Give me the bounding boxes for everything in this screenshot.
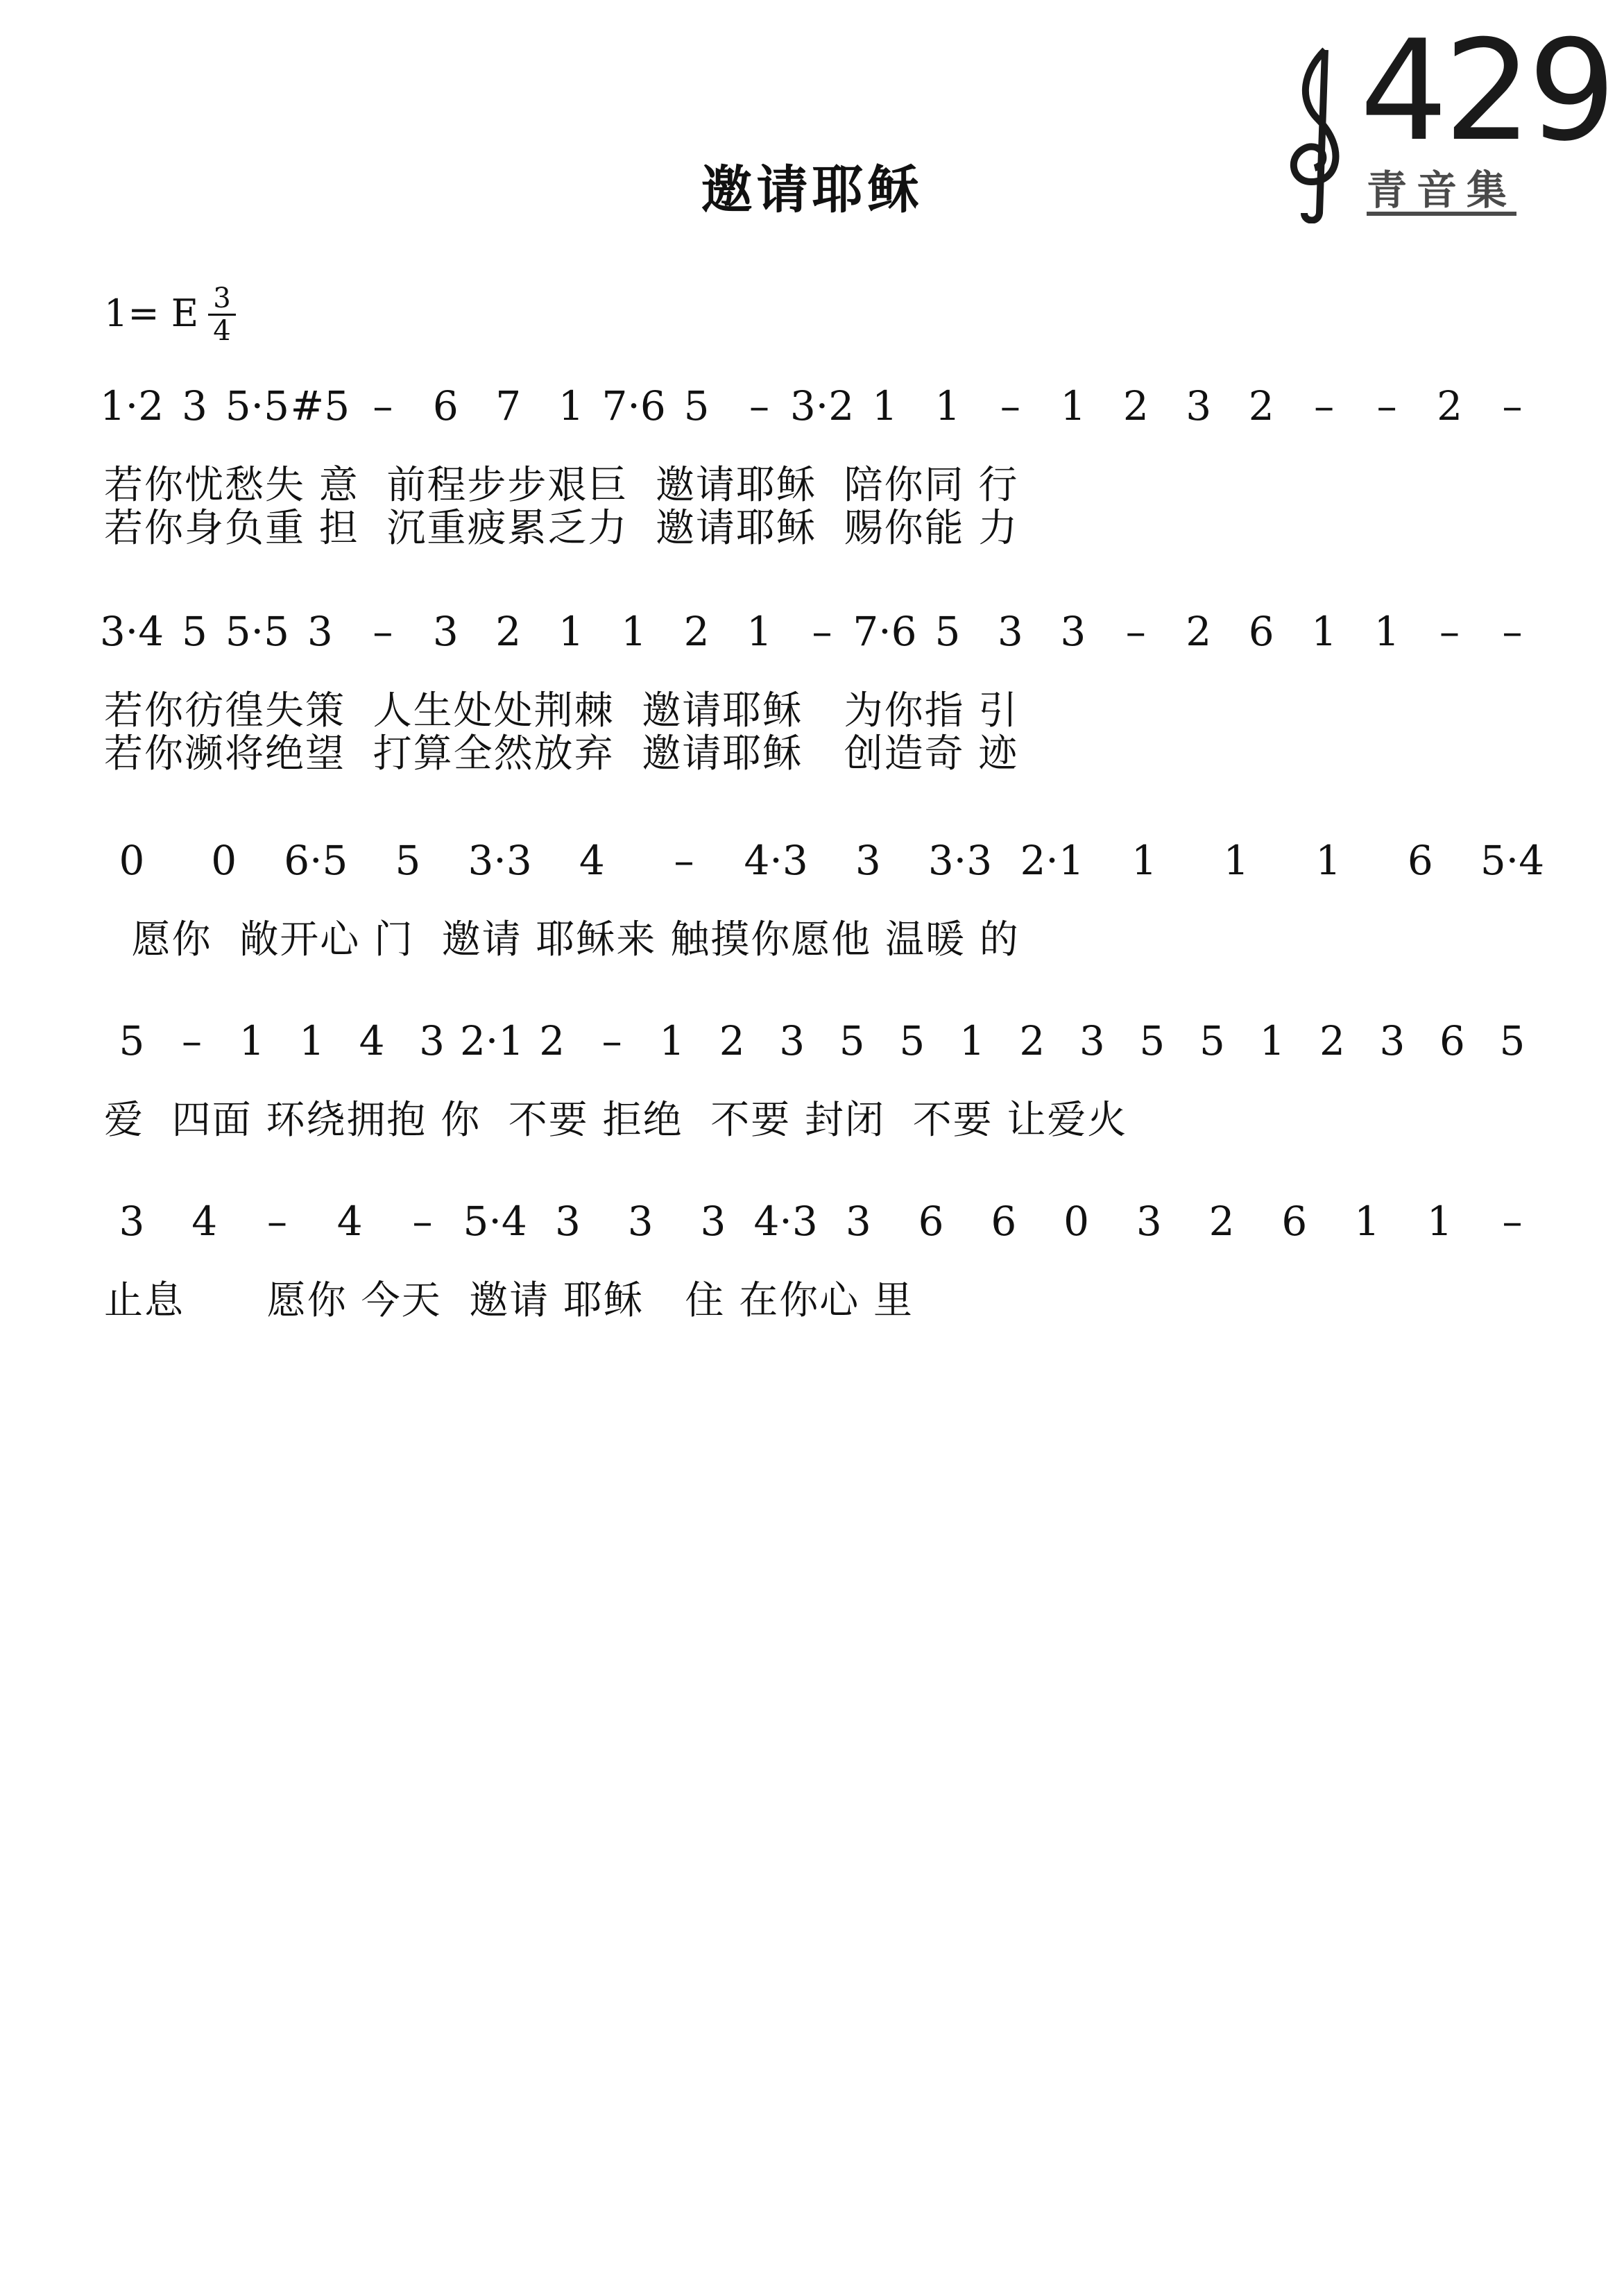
note: 5 bbox=[182, 608, 207, 655]
note: 3·3 bbox=[468, 837, 532, 884]
note: 3 bbox=[700, 1198, 726, 1245]
note: – bbox=[812, 608, 832, 655]
note: 1 bbox=[959, 1017, 985, 1064]
note: 4·3 bbox=[744, 837, 808, 884]
note: 6 bbox=[1281, 1198, 1308, 1245]
note: 6 bbox=[1248, 608, 1274, 655]
note: 2 bbox=[1248, 382, 1274, 430]
notation-line bbox=[0, 378, 1624, 441]
note: 1 bbox=[558, 608, 584, 655]
note: 1 bbox=[1259, 1017, 1285, 1064]
lyric-line: 止息 愿你 今天 邀请 耶稣 住 在你心 里 bbox=[104, 1278, 914, 1323]
note: 3 bbox=[845, 1198, 871, 1245]
lyric-line: 若你忧愁失 意 前程步步艰巨 邀请耶稣 陪你同 行 bbox=[104, 463, 1019, 508]
notation-line bbox=[0, 833, 1624, 895]
note: 1 bbox=[746, 608, 772, 655]
note: 3 bbox=[182, 382, 207, 430]
note: 1 bbox=[1131, 837, 1157, 884]
note: 1 bbox=[1311, 608, 1337, 655]
note: 3 bbox=[1079, 1017, 1105, 1064]
note: 0 bbox=[1063, 1198, 1090, 1245]
lyric-line: 爱 四面 环绕拥抱 你 不要 拒绝 不要 封闭 不要 让爱火 bbox=[104, 1098, 1128, 1143]
note: 3 bbox=[1136, 1198, 1162, 1245]
note: 4·3 bbox=[753, 1198, 818, 1245]
note: 3 bbox=[855, 837, 881, 884]
note: 3 bbox=[432, 608, 459, 655]
note: 3 bbox=[307, 608, 333, 655]
note: 0 bbox=[211, 837, 237, 884]
notation-line bbox=[0, 1013, 1624, 1076]
note: 3 bbox=[119, 1198, 145, 1245]
note: 2 bbox=[539, 1017, 565, 1064]
note: 6 bbox=[432, 382, 459, 430]
note: 5 bbox=[1199, 1017, 1225, 1064]
note: 6·5 bbox=[284, 837, 348, 884]
note: 3 bbox=[1379, 1017, 1405, 1064]
note: 6 bbox=[1407, 837, 1433, 884]
lyric-line: 愿你 敞开心 门 邀请 耶稣来 触摸你愿他 温暖 的 bbox=[104, 917, 1020, 962]
note: 7 bbox=[495, 382, 522, 430]
note: 2 bbox=[1208, 1198, 1235, 1245]
note: 1 bbox=[1354, 1198, 1380, 1245]
note: – bbox=[182, 1017, 203, 1064]
note: 1 bbox=[239, 1017, 265, 1064]
note: 7·6 bbox=[601, 382, 666, 430]
logo-subtitle: 青音集 bbox=[1367, 169, 1516, 216]
note: 2 bbox=[1019, 1017, 1045, 1064]
note: 1 bbox=[1060, 382, 1086, 430]
note: – bbox=[1502, 1198, 1523, 1245]
note: 5·4 bbox=[1480, 837, 1545, 884]
key-signature: 1= E bbox=[104, 291, 199, 335]
note: 5 bbox=[1499, 1017, 1525, 1064]
note: 0 bbox=[119, 837, 145, 884]
note: 1 bbox=[621, 608, 647, 655]
note: 4 bbox=[579, 837, 605, 884]
note: 3 bbox=[419, 1017, 445, 1064]
note: 1 bbox=[558, 382, 584, 430]
note: 1 bbox=[1374, 608, 1400, 655]
note: 5·4 bbox=[463, 1198, 527, 1245]
song-title: 邀请耶稣 bbox=[701, 160, 923, 220]
note: 6 bbox=[1439, 1017, 1465, 1064]
note: – bbox=[373, 608, 393, 655]
note: – bbox=[1125, 608, 1146, 655]
note: 2·1 bbox=[460, 1017, 524, 1064]
logo-number: 429 bbox=[1360, 10, 1612, 172]
time-signature bbox=[208, 283, 236, 346]
note: 6 bbox=[991, 1198, 1017, 1245]
note: 3·4 bbox=[99, 608, 164, 655]
note: 3 bbox=[779, 1017, 805, 1064]
note: #5 bbox=[290, 382, 350, 430]
note: – bbox=[749, 382, 770, 430]
note: – bbox=[1376, 382, 1397, 430]
note: 2 bbox=[683, 608, 710, 655]
note: 2 bbox=[719, 1017, 745, 1064]
note: 4 bbox=[359, 1017, 385, 1064]
lyric-line: 若你彷徨失策 人生处处荆棘 邀请耶稣 为你指 引 bbox=[104, 688, 1019, 733]
note: 3·2 bbox=[789, 382, 855, 430]
note: – bbox=[1502, 382, 1523, 430]
note: 2 bbox=[1437, 382, 1462, 430]
note: 2 bbox=[1122, 382, 1149, 430]
note: 3·3 bbox=[928, 837, 993, 884]
note: 5 bbox=[395, 837, 421, 884]
note: 1 bbox=[299, 1017, 325, 1064]
note: 3 bbox=[554, 1198, 581, 1245]
note: 5 bbox=[934, 608, 961, 655]
note: – bbox=[1502, 608, 1523, 655]
note: 3 bbox=[627, 1198, 653, 1245]
lyric-line: 若你濒将绝望 打算全然放弃 邀请耶稣 创造奇 迹 bbox=[104, 731, 1019, 776]
note: 3 bbox=[1186, 382, 1212, 430]
note: 3 bbox=[997, 608, 1023, 655]
note: – bbox=[1439, 608, 1460, 655]
note: 2 bbox=[1186, 608, 1212, 655]
notation-line bbox=[0, 604, 1624, 666]
note: – bbox=[601, 1017, 622, 1064]
note: – bbox=[266, 1198, 287, 1245]
note: 6 bbox=[918, 1198, 944, 1245]
note: 4 bbox=[336, 1198, 363, 1245]
note: 5·5 bbox=[225, 382, 290, 430]
note: 1 bbox=[1223, 837, 1249, 884]
note: – bbox=[412, 1198, 433, 1245]
note: 4 bbox=[191, 1198, 218, 1245]
note: 1 bbox=[934, 382, 961, 430]
note: 1 bbox=[1315, 837, 1342, 884]
note: 1 bbox=[872, 382, 898, 430]
note: 1·2 bbox=[99, 382, 164, 430]
note: 5 bbox=[839, 1017, 865, 1064]
note: 2 bbox=[1319, 1017, 1345, 1064]
note: 1 bbox=[1426, 1198, 1453, 1245]
note: 3 bbox=[1060, 608, 1086, 655]
notation-line bbox=[0, 1193, 1624, 1256]
note: 5 bbox=[683, 382, 710, 430]
treble-clef-icon bbox=[1276, 43, 1360, 223]
time-signature-bottom: 4 bbox=[208, 314, 236, 346]
lyric-line: 若你身负重 担 沉重疲累乏力 邀请耶稣 赐你能 力 bbox=[104, 506, 1019, 551]
note: 1 bbox=[659, 1017, 685, 1064]
note: 5·5 bbox=[225, 608, 290, 655]
time-signature-top: 3 bbox=[213, 282, 231, 314]
note: 5 bbox=[119, 1017, 145, 1064]
note: 7·6 bbox=[853, 608, 917, 655]
note: – bbox=[1314, 382, 1335, 430]
logo bbox=[1276, 10, 1612, 230]
note: 5 bbox=[899, 1017, 925, 1064]
note: 2 bbox=[495, 608, 522, 655]
note: 2·1 bbox=[1020, 837, 1084, 884]
note: – bbox=[1000, 382, 1020, 430]
note: – bbox=[373, 382, 393, 430]
note: 5 bbox=[1139, 1017, 1165, 1064]
note: – bbox=[674, 837, 694, 884]
